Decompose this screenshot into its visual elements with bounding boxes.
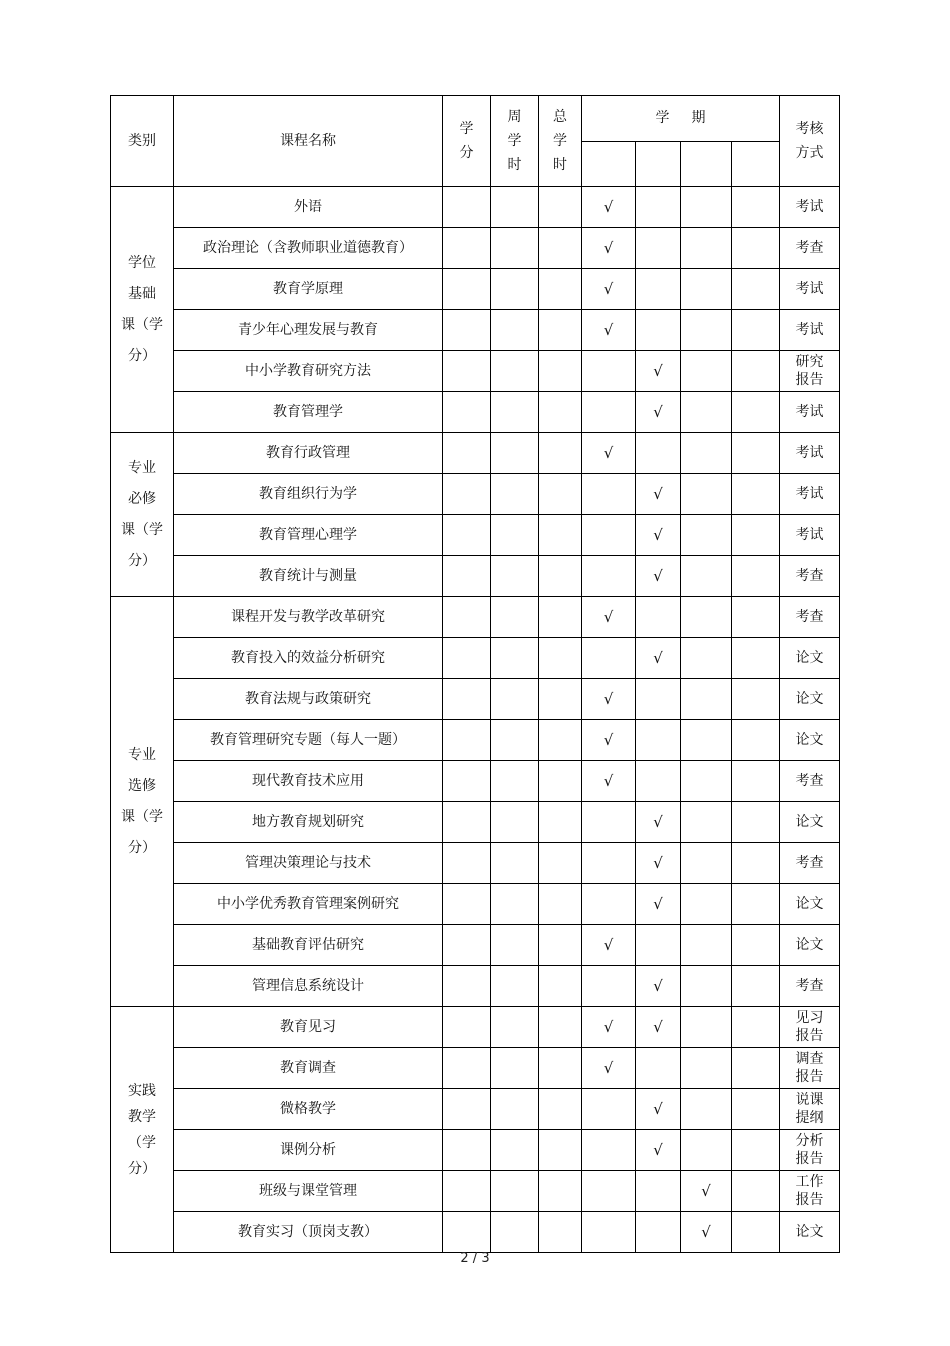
weekly-hours-cell [491,1089,539,1130]
semester-3-cell [681,1007,732,1048]
course-name-cell: 教育管理研究专题（每人一题） [174,720,443,761]
header-semester-1 [582,142,636,187]
table-row [111,351,840,392]
semester-1-cell [582,515,636,556]
assessment-cell: 见习 报告 [780,1007,840,1048]
total-hours-cell [539,802,582,843]
semester-2-cell: √ [636,1089,681,1130]
weekly-hours-cell [491,925,539,966]
weekly-hours-cell [491,1171,539,1212]
credit-cell [443,1130,491,1171]
total-hours-cell [539,1130,582,1171]
credit-cell [443,679,491,720]
table-row [111,1089,840,1130]
credit-cell [443,1048,491,1089]
semester-4-cell [732,474,780,515]
semester-3-cell [681,187,732,228]
semester-4-cell [732,351,780,392]
credit-cell [443,1212,491,1253]
semester-4-cell [732,1089,780,1130]
credit-cell [443,638,491,679]
semester-2-cell [636,720,681,761]
semester-1-cell: √ [582,187,636,228]
semester-4-cell [732,720,780,761]
total-hours-cell [539,515,582,556]
total-hours-cell [539,392,582,433]
table-row [111,392,840,433]
table-row [111,1048,840,1089]
semester-1-cell [582,1130,636,1171]
total-hours-cell [539,843,582,884]
assessment-cell: 论文 [780,925,840,966]
weekly-hours-cell [491,433,539,474]
course-name-cell: 课程开发与教学改革研究 [174,597,443,638]
table-row [111,228,840,269]
header-semester-3 [681,142,732,187]
header-course-name: 课程名称 [174,96,443,187]
course-name-cell: 教育调查 [174,1048,443,1089]
semester-2-cell [636,1048,681,1089]
assessment-cell: 考试 [780,474,840,515]
assessment-cell: 考试 [780,433,840,474]
semester-3-cell [681,1089,732,1130]
semester-3-cell [681,966,732,1007]
course-name-cell: 教育法规与政策研究 [174,679,443,720]
total-hours-cell [539,269,582,310]
semester-3-cell [681,802,732,843]
credit-cell [443,720,491,761]
semester-2-cell: √ [636,802,681,843]
course-name-cell: 外语 [174,187,443,228]
semester-1-cell [582,802,636,843]
semester-1-cell [582,351,636,392]
credit-cell [443,515,491,556]
credit-cell [443,843,491,884]
credit-cell [443,474,491,515]
credit-cell [443,597,491,638]
weekly-hours-cell [491,638,539,679]
semester-4-cell [732,1048,780,1089]
semester-3-cell: √ [681,1171,732,1212]
assessment-cell: 考试 [780,392,840,433]
semester-4-cell [732,1130,780,1171]
semester-2-cell: √ [636,1130,681,1171]
header-assessment: 考核 方式 [780,96,840,187]
table-row [111,720,840,761]
semester-3-cell [681,228,732,269]
semester-3-cell [681,638,732,679]
credit-cell [443,802,491,843]
weekly-hours-cell [491,720,539,761]
weekly-hours-cell [491,351,539,392]
semester-1-cell: √ [582,269,636,310]
assessment-cell: 论文 [780,720,840,761]
semester-4-cell [732,433,780,474]
weekly-hours-cell [491,474,539,515]
semester-3-cell [681,351,732,392]
weekly-hours-cell [491,884,539,925]
table-row [111,802,840,843]
weekly-hours-cell [491,187,539,228]
semester-2-cell [636,1171,681,1212]
assessment-cell: 论文 [780,679,840,720]
semester-3-cell [681,474,732,515]
credit-cell [443,761,491,802]
semester-2-cell [636,310,681,351]
weekly-hours-cell [491,556,539,597]
total-hours-cell [539,1171,582,1212]
total-hours-cell [539,228,582,269]
semester-1-cell [582,638,636,679]
assessment-cell: 考试 [780,187,840,228]
semester-1-cell [582,474,636,515]
course-name-cell: 中小学教育研究方法 [174,351,443,392]
table-row [111,187,840,228]
weekly-hours-cell [491,966,539,1007]
table-row [111,843,840,884]
semester-3-cell [681,597,732,638]
semester-4-cell [732,269,780,310]
category-cell: 学位 基础 课（学 分） [111,187,174,433]
total-hours-cell [539,1048,582,1089]
total-hours-cell [539,966,582,1007]
semester-2-cell: √ [636,1007,681,1048]
weekly-hours-cell [491,392,539,433]
assessment-cell: 论文 [780,1212,840,1253]
semester-1-cell [582,556,636,597]
semester-1-cell: √ [582,761,636,802]
semester-1-cell: √ [582,228,636,269]
weekly-hours-cell [491,843,539,884]
credit-cell [443,310,491,351]
assessment-cell: 考试 [780,515,840,556]
course-name-cell: 教育实习（顶岗支教） [174,1212,443,1253]
assessment-cell: 研究 报告 [780,351,840,392]
total-hours-cell [539,474,582,515]
course-name-cell: 教育管理学 [174,392,443,433]
header-category: 类别 [111,96,174,187]
header-weekly-hours: 周 学 时 [491,96,539,187]
total-hours-cell [539,720,582,761]
semester-3-cell [681,556,732,597]
total-hours-cell [539,556,582,597]
table-row [111,474,840,515]
credit-cell [443,1007,491,1048]
assessment-cell: 说课 提纲 [780,1089,840,1130]
table-row [111,884,840,925]
semester-2-cell: √ [636,392,681,433]
semester-4-cell [732,392,780,433]
semester-4-cell [732,556,780,597]
semester-4-cell [732,228,780,269]
semester-3-cell [681,1048,732,1089]
credit-cell [443,228,491,269]
weekly-hours-cell [491,1130,539,1171]
credit-cell [443,187,491,228]
assessment-cell: 考试 [780,269,840,310]
semester-4-cell [732,187,780,228]
semester-4-cell [732,802,780,843]
assessment-cell: 考查 [780,761,840,802]
table-row [111,1007,840,1048]
weekly-hours-cell [491,1007,539,1048]
semester-3-cell [681,679,732,720]
total-hours-cell [539,597,582,638]
table-body [111,187,840,1253]
weekly-hours-cell [491,228,539,269]
table-row [111,638,840,679]
course-name-cell: 政治理论（含教师职业道德教育） [174,228,443,269]
semester-1-cell [582,1089,636,1130]
semester-3-cell [681,1130,732,1171]
semester-3-cell [681,310,732,351]
total-hours-cell [539,638,582,679]
semester-3-cell [681,761,732,802]
semester-3-cell [681,925,732,966]
course-name-cell: 教育见习 [174,1007,443,1048]
header-credit: 学 分 [443,96,491,187]
semester-3-cell [681,433,732,474]
weekly-hours-cell [491,515,539,556]
course-name-cell: 教育投入的效益分析研究 [174,638,443,679]
credit-cell [443,1089,491,1130]
semester-1-cell [582,1171,636,1212]
total-hours-cell [539,884,582,925]
assessment-cell: 考查 [780,843,840,884]
semester-2-cell [636,187,681,228]
course-name-cell: 地方教育规划研究 [174,802,443,843]
course-name-cell: 中小学优秀教育管理案例研究 [174,884,443,925]
table-row [111,1130,840,1171]
semester-2-cell [636,679,681,720]
credit-cell [443,392,491,433]
semester-3-cell [681,392,732,433]
assessment-cell: 论文 [780,802,840,843]
semester-4-cell [732,843,780,884]
semester-1-cell [582,884,636,925]
semester-1-cell: √ [582,925,636,966]
header-semester-2 [636,142,681,187]
table-row [111,556,840,597]
assessment-cell: 论文 [780,884,840,925]
total-hours-cell [539,1007,582,1048]
weekly-hours-cell [491,1212,539,1253]
course-name-cell: 教育统计与测量 [174,556,443,597]
semester-2-cell [636,925,681,966]
table-row [111,1171,840,1212]
course-name-cell: 班级与课堂管理 [174,1171,443,1212]
assessment-cell: 分析 报告 [780,1130,840,1171]
semester-2-cell [636,1212,681,1253]
credit-cell [443,925,491,966]
total-hours-cell [539,351,582,392]
semester-4-cell [732,1171,780,1212]
semester-1-cell: √ [582,597,636,638]
semester-1-cell: √ [582,720,636,761]
semester-1-cell: √ [582,679,636,720]
assessment-cell: 考查 [780,228,840,269]
semester-1-cell: √ [582,1007,636,1048]
table-row [111,433,840,474]
semester-2-cell [636,433,681,474]
course-name-cell: 课例分析 [174,1130,443,1171]
table-row [111,761,840,802]
weekly-hours-cell [491,1048,539,1089]
table-row [111,966,840,1007]
semester-4-cell [732,1212,780,1253]
credit-cell [443,884,491,925]
assessment-cell: 考查 [780,597,840,638]
course-name-cell: 教育组织行为学 [174,474,443,515]
total-hours-cell [539,761,582,802]
semester-2-cell [636,269,681,310]
weekly-hours-cell [491,679,539,720]
credit-cell [443,556,491,597]
total-hours-cell [539,433,582,474]
course-name-cell: 基础教育评估研究 [174,925,443,966]
credit-cell [443,966,491,1007]
semester-4-cell [732,884,780,925]
course-name-cell: 教育行政管理 [174,433,443,474]
semester-4-cell [732,515,780,556]
course-name-cell: 青少年心理发展与教育 [174,310,443,351]
course-name-cell: 管理信息系统设计 [174,966,443,1007]
weekly-hours-cell [491,802,539,843]
semester-2-cell [636,597,681,638]
semester-4-cell [732,966,780,1007]
total-hours-cell [539,187,582,228]
table-row [111,597,840,638]
semester-3-cell [681,515,732,556]
category-cell: 专业 选修 课（学 分） [111,597,174,1007]
total-hours-cell [539,679,582,720]
header-semester-4 [732,142,780,187]
assessment-cell: 考查 [780,556,840,597]
semester-3-cell [681,884,732,925]
semester-1-cell [582,1212,636,1253]
semester-2-cell: √ [636,638,681,679]
table-row [111,1212,840,1253]
semester-1-cell: √ [582,433,636,474]
course-name-cell: 管理决策理论与技术 [174,843,443,884]
semester-1-cell [582,966,636,1007]
semester-4-cell [732,761,780,802]
table-row [111,679,840,720]
credit-cell [443,269,491,310]
semester-3-cell: √ [681,1212,732,1253]
weekly-hours-cell [491,269,539,310]
table-row [111,269,840,310]
course-name-cell: 教育管理心理学 [174,515,443,556]
semester-3-cell [681,720,732,761]
semester-1-cell: √ [582,310,636,351]
total-hours-cell [539,310,582,351]
semester-2-cell: √ [636,474,681,515]
header-total-hours: 总 学 时 [539,96,582,187]
course-name-cell: 现代教育技术应用 [174,761,443,802]
semester-2-cell: √ [636,843,681,884]
semester-1-cell [582,392,636,433]
table-row [111,925,840,966]
credit-cell [443,351,491,392]
credit-cell [443,433,491,474]
total-hours-cell [539,1089,582,1130]
semester-2-cell: √ [636,351,681,392]
assessment-cell: 考试 [780,310,840,351]
assessment-cell: 考查 [780,966,840,1007]
semester-2-cell: √ [636,884,681,925]
category-cell: 专业 必修 课（学 分） [111,433,174,597]
credit-cell [443,1171,491,1212]
semester-2-cell: √ [636,966,681,1007]
weekly-hours-cell [491,761,539,802]
semester-3-cell [681,269,732,310]
semester-2-cell [636,228,681,269]
semester-4-cell [732,638,780,679]
semester-4-cell [732,925,780,966]
semester-3-cell [681,843,732,884]
course-name-cell: 微格教学 [174,1089,443,1130]
assessment-cell: 工作 报告 [780,1171,840,1212]
category-cell: 实践 教学 （学 分） [111,1007,174,1253]
course-plan-table [110,95,840,1253]
weekly-hours-cell [491,597,539,638]
semester-4-cell [732,1007,780,1048]
header-semester: 学期 [582,96,780,142]
table-row [111,310,840,351]
semester-4-cell [732,679,780,720]
semester-2-cell: √ [636,515,681,556]
table-row [111,515,840,556]
total-hours-cell [539,1212,582,1253]
assessment-cell: 调查 报告 [780,1048,840,1089]
semester-1-cell [582,843,636,884]
semester-4-cell [732,310,780,351]
page-number: 2 / 3 [460,1251,490,1266]
assessment-cell: 论文 [780,638,840,679]
semester-1-cell: √ [582,1048,636,1089]
semester-2-cell: √ [636,556,681,597]
weekly-hours-cell [491,310,539,351]
semester-2-cell [636,761,681,802]
semester-4-cell [732,597,780,638]
total-hours-cell [539,925,582,966]
course-name-cell: 教育学原理 [174,269,443,310]
